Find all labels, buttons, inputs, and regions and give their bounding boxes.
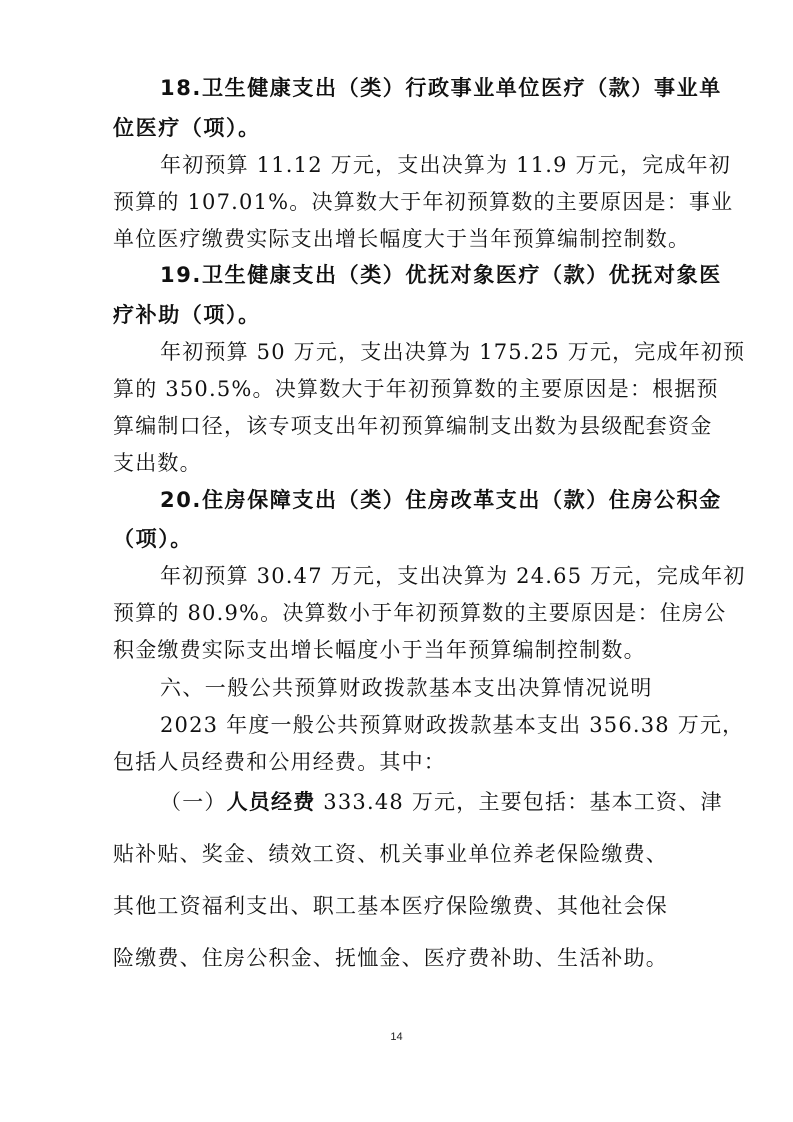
- item-20-heading-line-2: （项）。: [113, 527, 193, 551]
- page-number: 14: [390, 1031, 403, 1043]
- item-18-heading-line-1: 18.卫生健康支出（类）行政事业单位医疗（款）事业单: [160, 76, 722, 100]
- section-6-title: 六、一般公共预算财政拨款基本支出决算情况说明: [160, 676, 653, 700]
- item-18-body-line-2: 预算的 107.01%。决算数大于年初预算数的主要原因是：事业: [113, 190, 734, 214]
- item-20-heading-line-1: 20.住房保障支出（类）住房改革支出（款）住房公积金: [160, 488, 722, 512]
- item-20-body-line-3: 积金缴费实际支出增长幅度小于当年预算编制控制数。: [113, 638, 646, 662]
- section-6-intro-line-2: 包括人员经费和公用经费。其中：: [113, 750, 446, 774]
- item-20-body-line-2: 预算的 80.9%。决算数小于年初预算数的主要原因是：住房公: [113, 601, 727, 625]
- section-6-intro-line-1: 2023 年度一般公共预算财政拨款基本支出 356.38 万元，: [160, 713, 745, 737]
- personnel-expense-line-2: 贴补贴、奖金、绩效工资、机关事业单位养老保险缴费、: [113, 842, 668, 866]
- item-18-body-line-1: 年初预算 11.12 万元，支出决算为 11.9 万元，完成年初: [160, 153, 731, 177]
- item-18-body-line-3: 单位医疗缴费实际支出增长幅度大于当年预算编制控制数。: [113, 227, 691, 251]
- item-19-heading-line-2: 疗补助（项）。: [113, 303, 261, 327]
- personnel-expense-line-4: 险缴费、住房公积金、抚恤金、医疗费补助、生活补助。: [113, 946, 668, 970]
- personnel-expense-line-1: [160, 787, 723, 817]
- item-20-body-line-1: 年初预算 30.47 万元，支出决算为 24.65 万元，完成年初: [160, 564, 746, 588]
- personnel-expense-amount: 333.48 万元，主要包括：基本工资、津: [315, 790, 723, 814]
- item-18-heading-line-2: 位医疗（项）。: [113, 116, 261, 140]
- item-19-body-line-1: 年初预算 50 万元，支出决算为 175.25 万元，完成年初预: [160, 340, 746, 364]
- item-19-body-line-2: 算的 350.5%。决算数大于年初预算数的主要原因是：根据预: [113, 377, 719, 401]
- item-19-body-line-4: 支出数。: [113, 451, 202, 475]
- item-19-body-line-3: 算编制口径，该专项支出年初预算编制支出数为县级配套资金: [113, 414, 713, 438]
- personnel-expense-line-3: 其他工资福利支出、职工基本医疗保险缴费、其他社会保: [113, 894, 668, 918]
- item-19-heading-line-1: 19.卫生健康支出（类）优抚对象医疗（款）优抚对象医: [160, 263, 722, 287]
- personnel-expense-label: 人员经费: [226, 790, 316, 814]
- personnel-prefix: （一）: [160, 790, 227, 814]
